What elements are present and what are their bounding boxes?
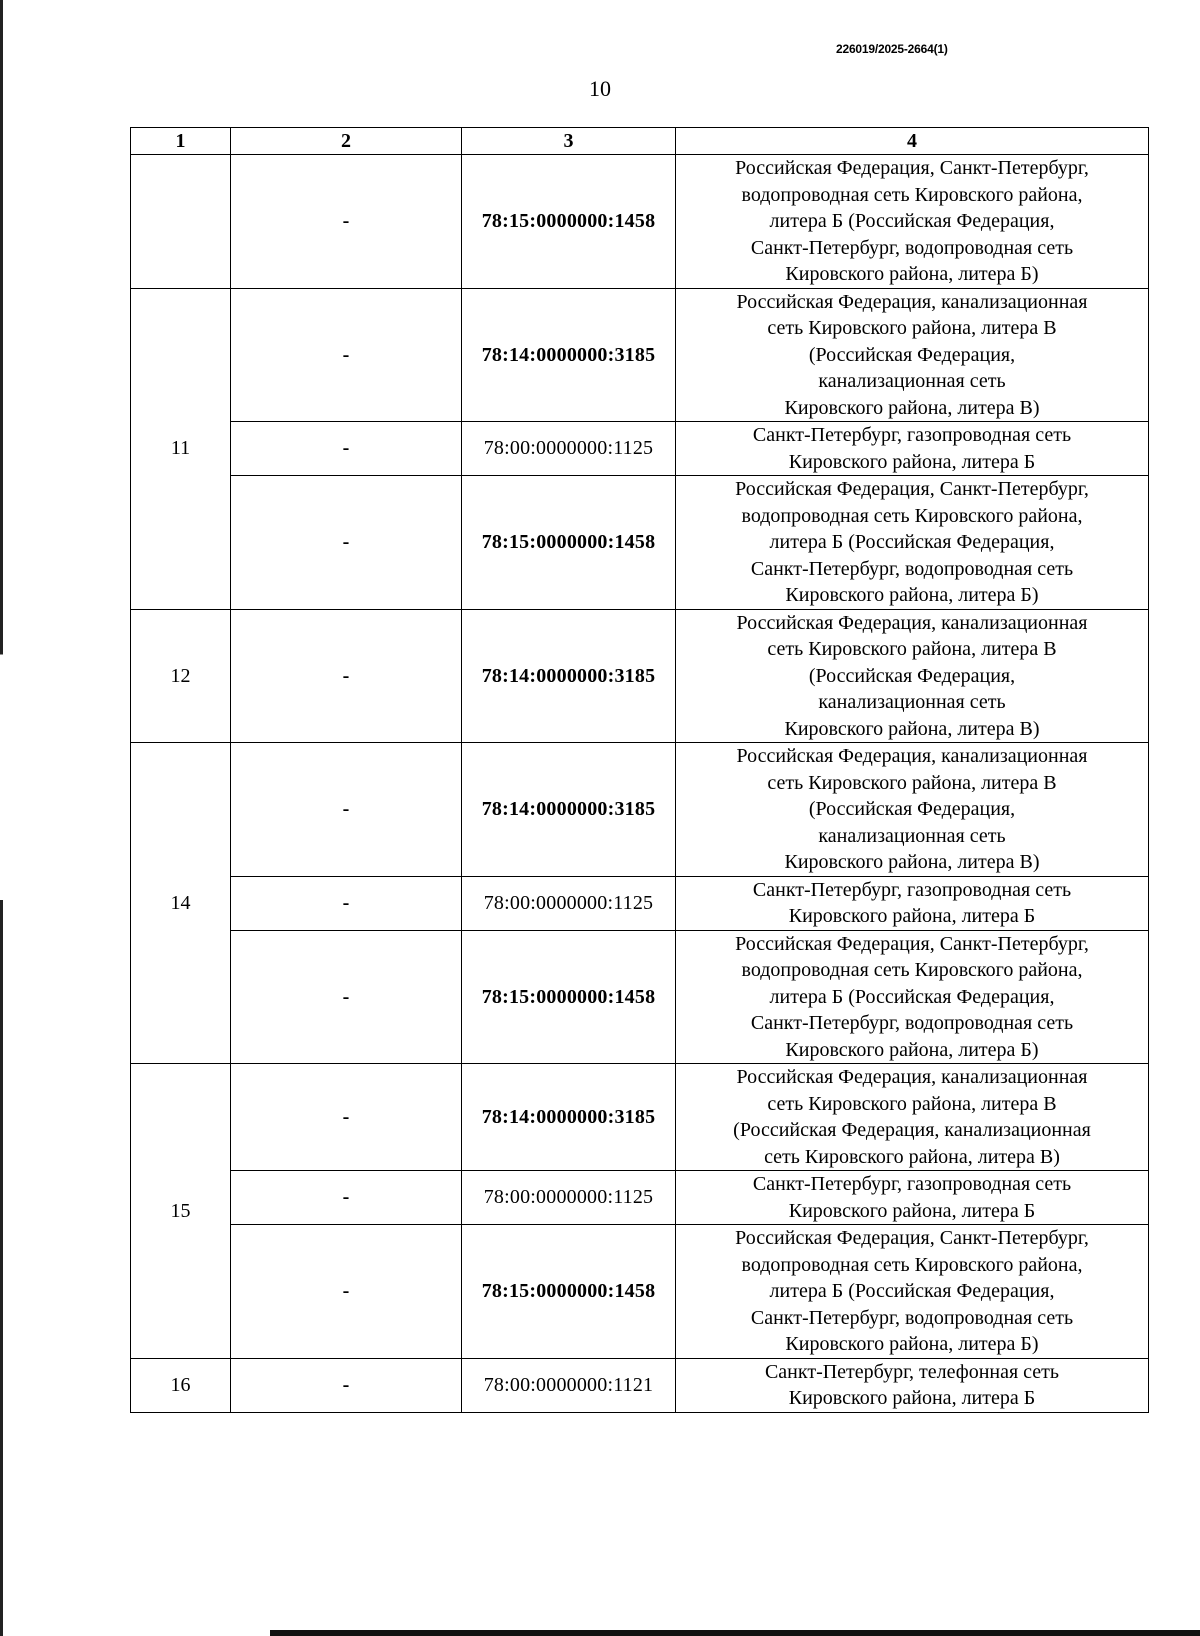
objects-table — [130, 127, 1149, 1413]
table-header-row — [131, 128, 1149, 155]
table-row — [131, 155, 1149, 289]
description-line: Санкт-Петербург, телефонная сеть — [764, 1360, 1060, 1383]
column-2-cell: - — [231, 743, 462, 877]
description-line: Российская Федерация, Санкт-Петербург, — [735, 157, 1089, 179]
cadastral-number-cell: 78:14:0000000:3185 — [462, 1064, 676, 1171]
description-line: Кировского района, литера Б — [788, 450, 1036, 473]
description-cell — [676, 1064, 1149, 1171]
description-line: Санкт-Петербург, газопроводная сеть — [752, 878, 1072, 901]
cadastral-number-cell: 78:14:0000000:3185 — [462, 288, 676, 422]
description-line: Российская Федерация, канализационная — [736, 611, 1088, 634]
description-line: Российская Федерация, Санкт-Петербург, — [735, 1227, 1089, 1249]
scan-border-left — [0, 0, 3, 1636]
column-2-cell: - — [231, 876, 462, 930]
column-2-cell: - — [231, 476, 462, 610]
table-row — [131, 1171, 1149, 1225]
description-line: (Российская Федерация, — [808, 343, 1016, 366]
table-row — [131, 422, 1149, 476]
description-line: Кировского района, литера В) — [784, 851, 1040, 873]
cadastral-number-cell: 78:00:0000000:1121 — [462, 1358, 676, 1412]
page-number: 10 — [589, 76, 611, 101]
table-row — [131, 609, 1149, 743]
description-line: водопроводная сеть Кировского района, — [741, 1253, 1083, 1276]
description-cell — [676, 930, 1149, 1064]
table-row — [131, 1064, 1149, 1171]
table-row — [131, 930, 1149, 1064]
cadastral-number-cell: 78:15:0000000:1458 — [462, 1225, 676, 1359]
description-line: сеть Кировского района, литера В — [767, 317, 1057, 339]
column-2-cell: - — [231, 1225, 462, 1359]
description-line: Кировского района, литера Б — [788, 905, 1036, 927]
cadastral-number-cell: 78:00:0000000:1125 — [462, 422, 676, 476]
description-line: сеть Кировского района, литера В — [767, 1092, 1057, 1115]
description-cell — [676, 609, 1149, 743]
description-line: Российская Федерация, канализационная — [736, 290, 1088, 313]
cadastral-number-cell: 78:00:0000000:1125 — [462, 876, 676, 930]
description-line: Санкт-Петербург, водопроводная сеть — [750, 1012, 1074, 1034]
cadastral-number-cell: 78:00:0000000:1125 — [462, 1171, 676, 1225]
description-line: Кировского района, литера Б) — [785, 1333, 1039, 1355]
column-2-cell: - — [231, 422, 462, 476]
description-line: Кировского района, литера Б) — [785, 584, 1039, 606]
description-cell — [676, 743, 1149, 877]
description-cell — [676, 288, 1149, 422]
row-number-cell — [131, 155, 231, 289]
description-line: Кировского района, литера Б) — [785, 1038, 1039, 1061]
cadastral-number-cell: 78:15:0000000:1458 — [462, 155, 676, 289]
description-line: Санкт-Петербург, водопроводная сеть — [750, 1306, 1074, 1329]
description-line: Российская Федерация, канализационная — [736, 1066, 1088, 1088]
table-row — [131, 876, 1149, 930]
cadastral-number-cell: 78:14:0000000:3185 — [462, 609, 676, 743]
cadastral-number-cell: 78:14:0000000:3185 — [462, 743, 676, 877]
description-line: водопроводная сеть Кировского района, — [741, 959, 1083, 981]
column-header-4: 4 — [676, 128, 1149, 155]
description-line: водопроводная сеть Кировского района, — [741, 504, 1083, 527]
column-header-3: 3 — [462, 128, 676, 155]
description-line: Кировского района, литера Б — [788, 1387, 1036, 1409]
description-cell — [676, 476, 1149, 610]
column-2-cell: - — [231, 1064, 462, 1171]
description-line: Российская Федерация, Санкт-Петербург, — [735, 932, 1089, 955]
column-2-cell: - — [231, 609, 462, 743]
description-line: сеть Кировского района, литера В — [767, 771, 1057, 794]
description-line: Санкт-Петербург, газопроводная сеть — [752, 424, 1072, 446]
table-row — [131, 1225, 1149, 1359]
description-cell — [676, 1358, 1149, 1412]
row-number-cell: 11 — [131, 288, 231, 609]
table-row — [131, 288, 1149, 422]
description-cell — [676, 155, 1149, 289]
description-line: литера Б (Российская Федерация, — [769, 210, 1055, 232]
description-line: Кировского района, литера Б — [788, 1199, 1036, 1222]
row-number-cell: 14 — [131, 743, 231, 1064]
row-number-cell: 12 — [131, 609, 231, 743]
description-line: Российская Федерация, Санкт-Петербург, — [735, 478, 1089, 500]
description-cell — [676, 422, 1149, 476]
description-line: литера Б (Российская Федерация, — [769, 985, 1055, 1008]
description-line: (Российская Федерация, — [808, 798, 1016, 820]
description-line: канализационная сеть — [818, 824, 1006, 847]
table-row — [131, 476, 1149, 610]
description-line: литера Б (Российская Федерация, — [769, 1280, 1055, 1302]
column-2-cell: - — [231, 288, 462, 422]
row-number-cell: 15 — [131, 1064, 231, 1359]
description-line: Кировского района, литера В) — [784, 717, 1040, 740]
description-cell — [676, 1225, 1149, 1359]
table-row — [131, 743, 1149, 877]
scan-border-bottom — [270, 1630, 1200, 1636]
description-line: (Российская Федерация, канализационная — [733, 1119, 1091, 1141]
cadastral-number-cell: 78:15:0000000:1458 — [462, 930, 676, 1064]
description-line: Кировского района, литера В) — [784, 396, 1040, 419]
description-line: (Российская Федерация, — [808, 664, 1016, 687]
description-line: Санкт-Петербург, газопроводная сеть — [752, 1173, 1072, 1195]
column-2-cell: - — [231, 155, 462, 289]
column-2-cell: - — [231, 1171, 462, 1225]
table-body — [131, 155, 1149, 1413]
cadastral-number-cell: 78:15:0000000:1458 — [462, 476, 676, 610]
description-line: литера Б (Российская Федерация, — [769, 531, 1055, 553]
column-header-2: 2 — [231, 128, 462, 155]
description-line: сеть Кировского района, литера В) — [764, 1145, 1060, 1168]
table-row — [131, 1358, 1149, 1412]
description-line: водопроводная сеть Кировского района, — [741, 183, 1083, 206]
document-id: 226019/2025-2664(1) — [836, 42, 948, 56]
description-line: канализационная сеть — [818, 370, 1006, 392]
description-line: канализационная сеть — [818, 691, 1006, 713]
description-line: сеть Кировского района, литера В — [767, 638, 1057, 660]
column-header-1: 1 — [131, 128, 231, 155]
description-line: Российская Федерация, канализационная — [736, 745, 1088, 767]
description-cell — [676, 876, 1149, 930]
description-line: Санкт-Петербург, водопроводная сеть — [750, 557, 1074, 580]
column-2-cell: - — [231, 930, 462, 1064]
row-number-cell: 16 — [131, 1358, 231, 1412]
column-2-cell: - — [231, 1358, 462, 1412]
description-line: Кировского района, литера Б) — [785, 263, 1039, 285]
description-line: Санкт-Петербург, водопроводная сеть — [750, 236, 1074, 259]
description-cell — [676, 1171, 1149, 1225]
